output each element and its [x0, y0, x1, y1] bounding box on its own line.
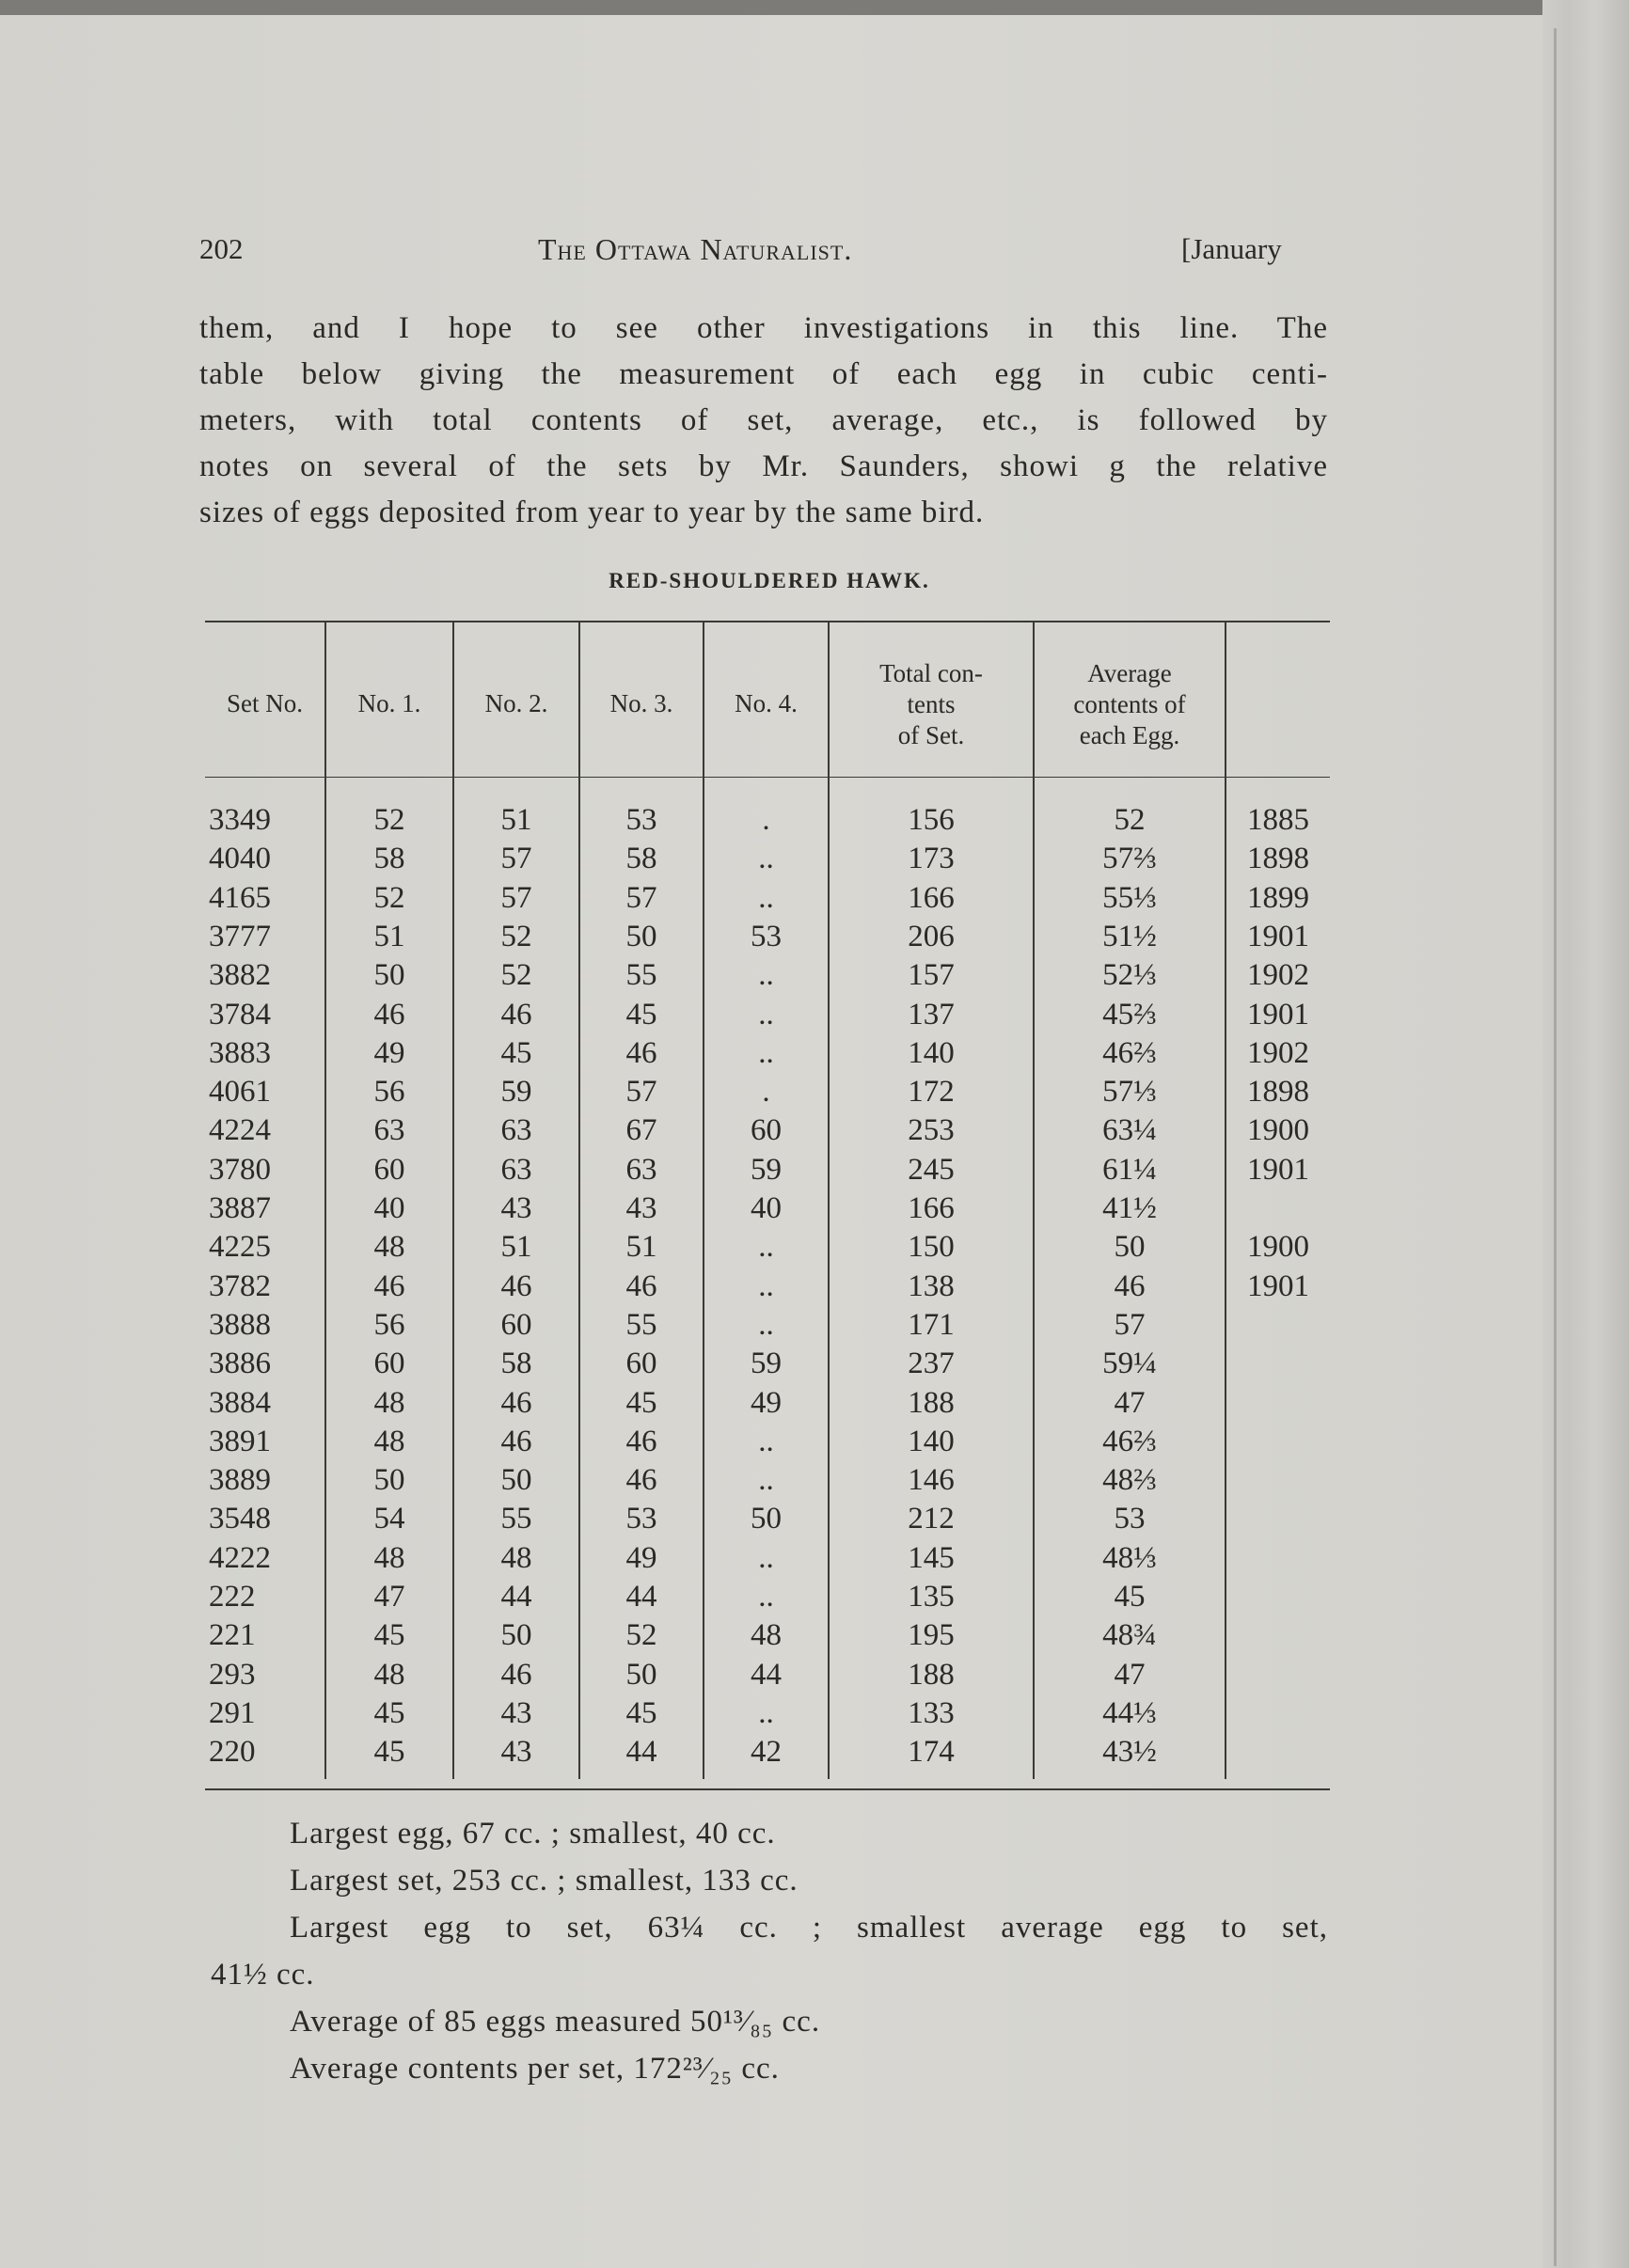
cell-year: 1900	[1247, 1230, 1309, 1265]
cell-set-no: 3780	[209, 1152, 271, 1187]
cell-year: 1902	[1247, 1035, 1309, 1070]
cell-total: 135	[908, 1580, 955, 1614]
header-text-line: Average	[1087, 659, 1172, 687]
cell-set-no: 3891	[209, 1424, 271, 1458]
cell-average: 61¼	[1102, 1152, 1157, 1187]
intro-line: them, and I hope to see other investigations in this line. The	[199, 311, 1328, 345]
summary-line: 41½ cc.	[211, 1958, 315, 1992]
cell-no-4: ..	[758, 1540, 774, 1575]
cell-year	[1226, 1500, 1330, 1538]
summary-line: Largest egg, 67 cc. ; smallest, 40 cc.	[290, 1817, 776, 1851]
cell-average: 55⅓	[1102, 880, 1157, 915]
header-no-2: No. 2.	[484, 689, 548, 717]
cell-no-4: .	[762, 1075, 770, 1110]
cell-no-2: 58	[500, 1347, 532, 1381]
cell-no-1: 52	[373, 880, 405, 915]
cell-no-4: ..	[758, 1035, 774, 1070]
cell-no-4: ..	[758, 997, 774, 1032]
cell-no-4: ..	[758, 958, 774, 993]
cell-no-3: 53	[625, 1502, 657, 1536]
cell-total: 172	[908, 1075, 955, 1110]
cell-set-no: 222	[209, 1580, 256, 1614]
cell-total: 237	[908, 1347, 955, 1381]
cell-no-1: 48	[373, 1540, 405, 1575]
cell-no-1: 45	[373, 1735, 405, 1770]
cell-no-1: 49	[373, 1035, 405, 1070]
cell-average: 51½	[1102, 919, 1157, 953]
cell-no-2: 51	[500, 1230, 532, 1265]
cell-year	[1226, 1384, 1330, 1423]
cell-average: 41½	[1102, 1191, 1157, 1225]
cell-no-4: 59	[751, 1152, 782, 1187]
header-text-line: contents of	[1073, 690, 1186, 718]
cell-no-1: 56	[373, 1307, 405, 1342]
cell-no-1: 47	[373, 1580, 405, 1614]
cell-set-no: 291	[209, 1695, 256, 1730]
cell-total: 150	[908, 1230, 955, 1265]
cell-no-3: 45	[625, 1385, 657, 1420]
cell-no-1: 40	[373, 1191, 405, 1225]
cell-no-2: 43	[500, 1191, 532, 1225]
cell-set-no: 3784	[209, 997, 271, 1032]
cell-no-3: 45	[625, 997, 657, 1032]
cell-no-4: ..	[758, 1424, 774, 1458]
cell-total: 157	[908, 958, 955, 993]
cell-no-1: 60	[373, 1152, 405, 1187]
cell-total: 174	[908, 1735, 955, 1770]
cell-no-4: ..	[758, 1268, 774, 1303]
spine-fold-line	[1554, 28, 1557, 2266]
cell-average: 52	[1114, 803, 1146, 837]
header-average-contents	[1035, 658, 1225, 751]
cell-year	[1226, 1616, 1330, 1655]
cell-no-3: 55	[625, 958, 657, 993]
summary-line: Largest egg to set, 63¼ cc. ; smallest average egg to set,	[290, 1911, 1328, 1945]
cell-total: 145	[908, 1540, 955, 1575]
intro-line: sizes of eggs deposited from year to year by the same bird.	[199, 496, 985, 529]
cell-no-3: 57	[625, 1075, 657, 1110]
cell-year	[1226, 1189, 1330, 1228]
cell-year	[1226, 1694, 1330, 1733]
cell-no-2: 46	[500, 997, 532, 1032]
cell-no-4: 49	[751, 1385, 782, 1420]
cell-no-2: 59	[500, 1075, 532, 1110]
cell-no-3: 44	[625, 1735, 657, 1770]
header-no-4: No. 4.	[735, 689, 798, 717]
cell-set-no: 3777	[209, 919, 271, 953]
cell-no-4: ..	[758, 1580, 774, 1614]
cell-no-2: 51	[500, 803, 532, 837]
cell-total: 140	[908, 1424, 955, 1458]
cell-year: 1885	[1247, 803, 1309, 837]
cell-average: 50	[1114, 1230, 1146, 1265]
cell-set-no: 293	[209, 1657, 256, 1692]
header-no-1: No. 1.	[357, 689, 421, 717]
header-no-3: No. 3.	[609, 689, 673, 717]
table-top-rule	[205, 621, 1330, 622]
cell-no-1: 48	[373, 1385, 405, 1420]
cell-no-4: 60	[751, 1113, 782, 1148]
cell-average: 47	[1114, 1657, 1146, 1692]
cell-set-no: 4165	[209, 880, 271, 915]
cell-no-2: 52	[500, 958, 532, 993]
cell-year: 1901	[1247, 1152, 1309, 1187]
cell-year: 1901	[1247, 997, 1309, 1032]
cell-total: 137	[908, 997, 955, 1032]
header-text-line: of Set.	[897, 721, 965, 749]
intro-line: meters, with total contents of set, average, etc., is followed by	[199, 403, 1328, 437]
header-text-line: each Egg.	[1079, 721, 1180, 749]
cell-no-1: 48	[373, 1657, 405, 1692]
cell-set-no: 220	[209, 1735, 256, 1770]
cell-average: 44⅓	[1102, 1695, 1157, 1730]
cell-no-3: 46	[625, 1463, 657, 1498]
egg-measurement-table	[205, 621, 1330, 1791]
cell-no-3: 46	[625, 1268, 657, 1303]
cell-total: 146	[908, 1463, 955, 1498]
cell-no-3: 60	[625, 1347, 657, 1381]
cell-no-1: 58	[373, 842, 405, 876]
cell-no-4: ..	[758, 1463, 774, 1498]
cell-average: 46	[1114, 1268, 1146, 1303]
cell-no-3: 50	[625, 919, 657, 953]
cell-no-3: 43	[625, 1191, 657, 1225]
cell-average: 46⅔	[1102, 1424, 1157, 1458]
cell-total: 245	[908, 1152, 955, 1187]
cell-no-2: 50	[500, 1463, 532, 1498]
cell-no-3: 45	[625, 1695, 657, 1730]
header-total-contents	[830, 658, 1033, 751]
cell-no-3: 51	[625, 1230, 657, 1265]
cell-no-2: 63	[500, 1152, 532, 1187]
cell-total: 253	[908, 1113, 955, 1148]
cell-no-3: 49	[625, 1540, 657, 1575]
cell-no-1: 46	[373, 1268, 405, 1303]
cell-total: 173	[908, 842, 955, 876]
cell-no-1: 52	[373, 803, 405, 837]
cell-average: 63¼	[1102, 1113, 1157, 1148]
summary-paragraph	[199, 1810, 1328, 2092]
cell-year: 1898	[1247, 842, 1309, 876]
issue-month: [January	[1181, 232, 1282, 265]
cell-no-2: 46	[500, 1385, 532, 1420]
cell-no-1: 56	[373, 1075, 405, 1110]
cell-no-4: ..	[758, 1230, 774, 1265]
cell-no-1: 48	[373, 1424, 405, 1458]
header-set-no: Set No.	[227, 689, 303, 717]
cell-year	[1226, 1461, 1330, 1500]
cell-no-3: 63	[625, 1152, 657, 1187]
cell-no-3: 50	[625, 1657, 657, 1692]
cell-no-2: 44	[500, 1580, 532, 1614]
cell-no-2: 63	[500, 1113, 532, 1148]
cell-average: 47	[1114, 1385, 1146, 1420]
cell-no-1: 50	[373, 1463, 405, 1498]
cell-total: 188	[908, 1385, 955, 1420]
cell-total: 140	[908, 1035, 955, 1070]
cell-no-2: 55	[500, 1502, 532, 1536]
cell-total: 166	[908, 880, 955, 915]
cell-no-2: 46	[500, 1657, 532, 1692]
cell-year: 1898	[1247, 1075, 1309, 1110]
cell-average: 53	[1114, 1502, 1146, 1536]
cell-no-4: ..	[758, 842, 774, 876]
cell-no-2: 50	[500, 1618, 532, 1653]
cell-no-2: 52	[500, 919, 532, 953]
cell-no-1: 45	[373, 1695, 405, 1730]
cell-no-1: 48	[373, 1230, 405, 1265]
cell-average: 52⅓	[1102, 958, 1157, 993]
cell-no-2: 57	[500, 842, 532, 876]
cell-no-1: 45	[373, 1618, 405, 1653]
cell-year	[1226, 1423, 1330, 1461]
cell-set-no: 4040	[209, 842, 271, 876]
cell-set-no: 4061	[209, 1075, 271, 1110]
intro-line: table below giving the measurement of each egg in cubic centi-	[199, 357, 1328, 391]
cell-no-3: 52	[625, 1618, 657, 1653]
cell-no-3: 55	[625, 1307, 657, 1342]
cell-set-no: 3884	[209, 1385, 271, 1420]
cell-total: 138	[908, 1268, 955, 1303]
cell-set-no: 3889	[209, 1463, 271, 1498]
cell-set-no: 3887	[209, 1191, 271, 1225]
cell-year: 1900	[1247, 1113, 1309, 1148]
cell-total: 171	[908, 1307, 955, 1342]
summary-line: Average of 85 eggs measured 50¹³⁄₈₅ cc.	[290, 2005, 821, 2039]
cell-no-4: 53	[751, 919, 782, 953]
table-bottom-rule	[205, 1788, 1330, 1790]
cell-no-1: 50	[373, 958, 405, 993]
cell-no-2: 43	[500, 1735, 532, 1770]
cell-total: 166	[908, 1191, 955, 1225]
page-number: 202	[199, 232, 244, 265]
cell-no-3: 57	[625, 880, 657, 915]
page-top-edge	[0, 0, 1629, 15]
cell-no-1: 46	[373, 997, 405, 1032]
cell-year	[1226, 1306, 1330, 1345]
cell-no-1: 51	[373, 919, 405, 953]
header-text-line: Total con-	[879, 659, 983, 687]
cell-no-2: 46	[500, 1268, 532, 1303]
cell-no-4: 44	[751, 1657, 782, 1692]
cell-year: 1902	[1247, 958, 1309, 993]
cell-no-2: 60	[500, 1307, 532, 1342]
cell-no-3: 46	[625, 1035, 657, 1070]
cell-average: 48⅔	[1102, 1463, 1157, 1498]
cell-average: 57	[1114, 1307, 1146, 1342]
cell-set-no: 4224	[209, 1113, 271, 1148]
cell-set-no: 3886	[209, 1347, 271, 1381]
cell-no-4: 48	[751, 1618, 782, 1653]
cell-no-4: ..	[758, 1307, 774, 1342]
cell-no-4: 50	[751, 1502, 782, 1536]
cell-total: 206	[908, 919, 955, 953]
cell-set-no: 3782	[209, 1268, 271, 1303]
cell-no-2: 48	[500, 1540, 532, 1575]
cell-total: 188	[908, 1657, 955, 1692]
cell-no-2: 43	[500, 1695, 532, 1730]
header-under-rule	[205, 777, 1330, 778]
cell-no-4: ..	[758, 1695, 774, 1730]
cell-no-2: 46	[500, 1424, 532, 1458]
cell-set-no: 4222	[209, 1540, 271, 1575]
cell-set-no: 3548	[209, 1502, 271, 1536]
header-text-line: tents	[907, 690, 956, 718]
cell-average: 48⅓	[1102, 1540, 1157, 1575]
cell-no-3: 53	[625, 803, 657, 837]
cell-no-4: .	[762, 803, 770, 837]
cell-set-no: 3349	[209, 803, 271, 837]
cell-set-no: 3888	[209, 1307, 271, 1342]
cell-no-1: 60	[373, 1347, 405, 1381]
journal-title: The Ottawa Naturalist.	[538, 232, 853, 266]
cell-set-no: 3883	[209, 1035, 271, 1070]
cell-no-4: 42	[751, 1735, 782, 1770]
cell-no-1: 63	[373, 1113, 405, 1148]
cell-total: 133	[908, 1695, 955, 1730]
cell-no-4: 59	[751, 1347, 782, 1381]
cell-no-3: 44	[625, 1580, 657, 1614]
cell-average: 48¾	[1102, 1618, 1157, 1653]
cell-average: 43½	[1102, 1735, 1157, 1770]
cell-year	[1226, 1345, 1330, 1383]
cell-year	[1226, 1539, 1330, 1578]
cell-total: 195	[908, 1618, 955, 1653]
cell-no-2: 45	[500, 1035, 532, 1070]
cell-year	[1226, 1733, 1330, 1772]
cell-average: 59¼	[1102, 1347, 1157, 1381]
cell-year: 1901	[1247, 919, 1309, 953]
summary-line: Average contents per set, 172²³⁄₂₅ cc.	[290, 2052, 780, 2086]
summary-line: Largest set, 253 cc. ; smallest, 133 cc.	[290, 1864, 799, 1898]
cell-total: 212	[908, 1502, 955, 1536]
cell-set-no: 4225	[209, 1230, 271, 1265]
cell-no-3: 58	[625, 842, 657, 876]
cell-no-3: 67	[625, 1113, 657, 1148]
cell-year	[1226, 1578, 1330, 1616]
cell-no-4: 40	[751, 1191, 782, 1225]
cell-no-1: 54	[373, 1502, 405, 1536]
intro-line: notes on several of the sets by Mr. Saunders, showi g the relative	[199, 449, 1328, 483]
cell-no-3: 46	[625, 1424, 657, 1458]
cell-average: 57⅓	[1102, 1075, 1157, 1110]
table-caption: RED-SHOULDERED HAWK.	[609, 569, 930, 592]
cell-year: 1899	[1247, 880, 1309, 915]
cell-set-no: 221	[209, 1618, 256, 1653]
cell-average: 45⅔	[1102, 997, 1157, 1032]
cell-year	[1226, 1656, 1330, 1694]
cell-average: 57⅔	[1102, 842, 1157, 876]
cell-year: 1901	[1247, 1268, 1309, 1303]
cell-average: 46⅔	[1102, 1035, 1157, 1070]
cell-total: 156	[908, 803, 955, 837]
cell-set-no: 3882	[209, 958, 271, 993]
cell-no-2: 57	[500, 880, 532, 915]
intro-paragraph	[199, 306, 1328, 536]
cell-average: 45	[1114, 1580, 1146, 1614]
cell-no-4: ..	[758, 880, 774, 915]
